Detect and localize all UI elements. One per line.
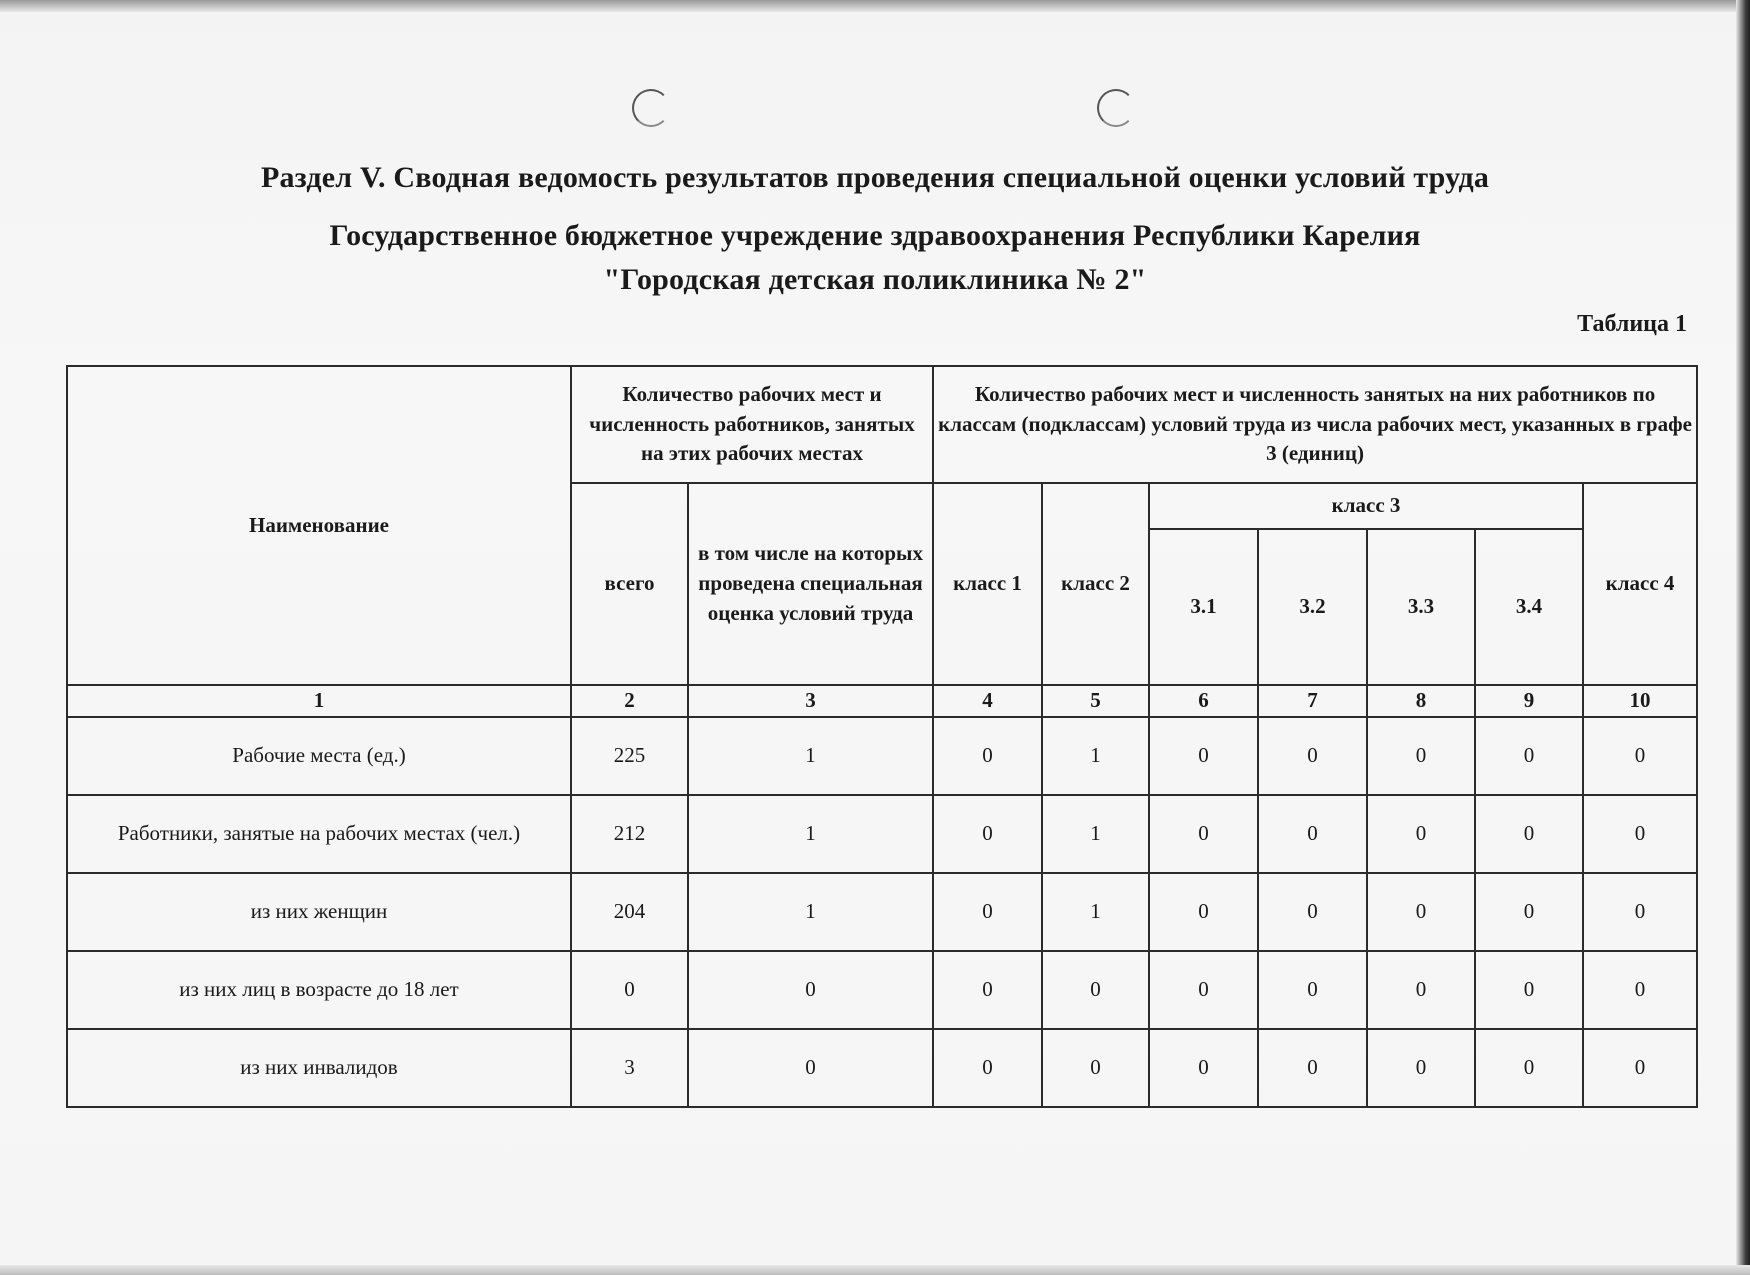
table-label: Таблица 1 bbox=[1577, 311, 1687, 337]
header-subclass-3-2: 3.2 bbox=[1258, 529, 1367, 685]
table-row bbox=[67, 795, 1697, 873]
header-classes-group: Количество рабочих мест и численность занятых на них работников по классам (подклассам) условий труда из числа рабочих мест, указанных в графе 3 (единиц) bbox=[933, 366, 1697, 483]
cell-class3-4: 0 bbox=[1475, 873, 1583, 951]
cell-class2: 0 bbox=[1042, 1029, 1149, 1107]
cell-class4: 0 bbox=[1583, 873, 1697, 951]
header-workplaces-group: Количество рабочих мест и численность работников, занятых на этих рабочих местах bbox=[571, 366, 933, 483]
cell-class3-1: 0 bbox=[1149, 873, 1258, 951]
organization-name-line2: "Городская детская поликлиника № 2" bbox=[603, 263, 1147, 296]
header-subclass-3-3: 3.3 bbox=[1367, 529, 1475, 685]
cell-class3-3: 0 bbox=[1367, 795, 1475, 873]
cell-class2: 0 bbox=[1042, 951, 1149, 1029]
cell-class3-2: 0 bbox=[1258, 1029, 1367, 1107]
column-number: 8 bbox=[1367, 685, 1475, 717]
column-number: 9 bbox=[1475, 685, 1583, 717]
cell-class3-3: 0 bbox=[1367, 717, 1475, 795]
header-name: Наименование bbox=[67, 366, 571, 685]
cell-assessed: 1 bbox=[688, 717, 933, 795]
header-class1: класс 1 bbox=[933, 483, 1042, 685]
row-label: из них женщин bbox=[67, 873, 571, 951]
column-number: 3 bbox=[688, 685, 933, 717]
column-number: 7 bbox=[1258, 685, 1367, 717]
cell-class3-1: 0 bbox=[1149, 1029, 1258, 1107]
cell-class3-1: 0 bbox=[1149, 795, 1258, 873]
column-number: 1 bbox=[67, 685, 571, 717]
cell-class3-1: 0 bbox=[1149, 717, 1258, 795]
cell-total: 212 bbox=[571, 795, 688, 873]
cell-class3-2: 0 bbox=[1258, 873, 1367, 951]
cell-class3-4: 0 bbox=[1475, 951, 1583, 1029]
cell-assessed: 1 bbox=[688, 873, 933, 951]
cell-class1: 0 bbox=[933, 1029, 1042, 1107]
cell-class4: 0 bbox=[1583, 951, 1697, 1029]
cell-class3-2: 0 bbox=[1258, 795, 1367, 873]
header-class3: класс 3 bbox=[1149, 483, 1583, 529]
table-row bbox=[67, 873, 1697, 951]
row-label: Рабочие места (ед.) bbox=[67, 717, 571, 795]
scan-bottom-edge bbox=[0, 1265, 1750, 1275]
cell-class2: 1 bbox=[1042, 795, 1149, 873]
cell-class2: 1 bbox=[1042, 717, 1149, 795]
header-subclass-3-1: 3.1 bbox=[1149, 529, 1258, 685]
column-number: 2 bbox=[571, 685, 688, 717]
cell-assessed: 0 bbox=[688, 1029, 933, 1107]
column-number: 10 bbox=[1583, 685, 1697, 717]
header-class2: класс 2 bbox=[1042, 483, 1149, 685]
cell-class3-4: 0 bbox=[1475, 717, 1583, 795]
cell-total: 204 bbox=[571, 873, 688, 951]
cell-class1: 0 bbox=[933, 951, 1042, 1029]
summary-table bbox=[66, 365, 1698, 1108]
cell-class3-3: 0 bbox=[1367, 951, 1475, 1029]
header-subclass-3-4: 3.4 bbox=[1475, 529, 1583, 685]
cell-class2: 1 bbox=[1042, 873, 1149, 951]
organization-name-line1: Государственное бюджетное учреждение здравоохранения Республики Карелия bbox=[329, 219, 1421, 252]
punch-hole bbox=[632, 89, 670, 127]
column-number: 6 bbox=[1149, 685, 1258, 717]
cell-assessed: 1 bbox=[688, 795, 933, 873]
cell-class1: 0 bbox=[933, 717, 1042, 795]
header-class4: класс 4 bbox=[1583, 483, 1697, 685]
scan-top-edge bbox=[0, 0, 1750, 12]
cell-class4: 0 bbox=[1583, 795, 1697, 873]
cell-class3-3: 0 bbox=[1367, 873, 1475, 951]
cell-class3-1: 0 bbox=[1149, 951, 1258, 1029]
cell-class4: 0 bbox=[1583, 717, 1697, 795]
cell-class3-3: 0 bbox=[1367, 1029, 1475, 1107]
cell-assessed: 0 bbox=[688, 951, 933, 1029]
cell-total: 0 bbox=[571, 951, 688, 1029]
cell-class3-4: 0 bbox=[1475, 795, 1583, 873]
header-total: всего bbox=[571, 483, 688, 685]
row-label: Работники, занятые на рабочих местах (чел.) bbox=[67, 795, 571, 873]
cell-class4: 0 bbox=[1583, 1029, 1697, 1107]
cell-class3-4: 0 bbox=[1475, 1029, 1583, 1107]
table-row bbox=[67, 717, 1697, 795]
column-number: 4 bbox=[933, 685, 1042, 717]
cell-class3-2: 0 bbox=[1258, 717, 1367, 795]
cell-class3-2: 0 bbox=[1258, 951, 1367, 1029]
table-row bbox=[67, 1029, 1697, 1107]
column-number: 5 bbox=[1042, 685, 1149, 717]
header-assessed: в том числе на которых проведена специальная оценка условий труда bbox=[688, 483, 933, 685]
table-row bbox=[67, 951, 1697, 1029]
cell-class1: 0 bbox=[933, 795, 1042, 873]
section-title: Раздел V. Сводная ведомость результатов проведения специальной оценки условий труда bbox=[260, 161, 1490, 194]
row-label: из них инвалидов bbox=[67, 1029, 571, 1107]
punch-hole bbox=[1097, 89, 1135, 127]
cell-total: 3 bbox=[571, 1029, 688, 1107]
cell-total: 225 bbox=[571, 717, 688, 795]
cell-class1: 0 bbox=[933, 873, 1042, 951]
row-label: из них лиц в возрасте до 18 лет bbox=[67, 951, 571, 1029]
